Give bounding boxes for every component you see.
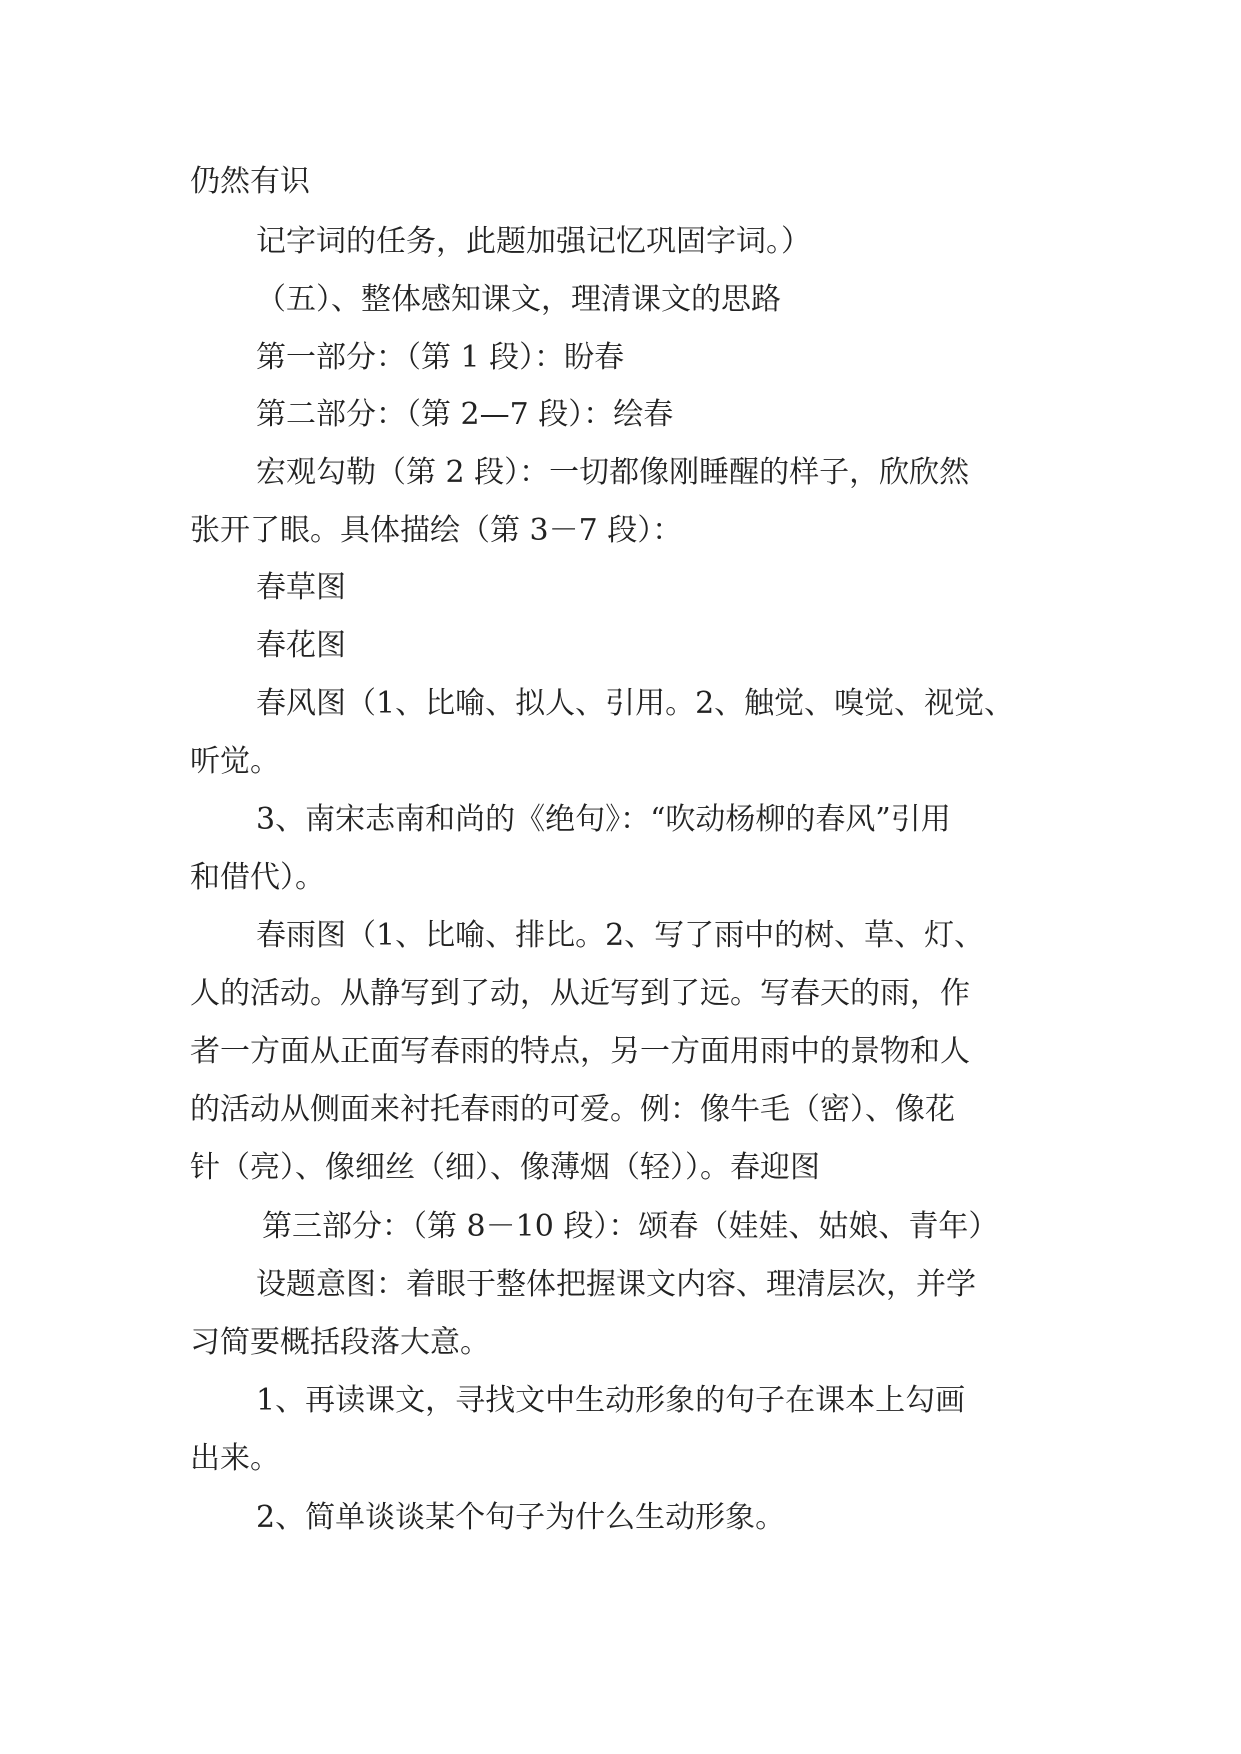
text-line: 的活动从侧面来衬托春雨的可爱。例：像牛毛（密）、像花: [190, 1092, 955, 1127]
text-line: 针（亮）、像细丝（细）、像薄烟（轻））。春迎图: [190, 1150, 820, 1185]
text-line: 2、简单谈谈某个句子为什么生动形象。: [256, 1500, 786, 1535]
text-line: 1、再读课文，寻找文中生动形象的句子在课本上勾画: [256, 1383, 966, 1418]
text-line: 出来。: [190, 1441, 280, 1476]
text-line: 者一方面从正面写春雨的特点，另一方面用雨中的景物和人: [190, 1034, 970, 1069]
text-line: 春花图: [256, 628, 346, 663]
text-line: 记字词的任务，此题加强记忆巩固字词。）: [256, 224, 811, 259]
text-line: 春草图: [256, 570, 346, 605]
text-line: 春雨图（1、比喻、排比。2、写了雨中的树、草、灯、: [256, 918, 985, 953]
text-line: 仍然有识: [190, 164, 310, 199]
text-line: 春风图（1、比喻、拟人、引用。2、触觉、嗅觉、视觉、: [256, 686, 1015, 721]
text-line: 张开了眼。具体描绘（第 3－7 段）：: [190, 513, 683, 548]
text-line: 宏观勾勒（第 2 段）：一切都像刚睡醒的样子，欣欣然: [256, 455, 970, 490]
text-line: 习简要概括段落大意。: [190, 1325, 490, 1360]
text-line: 第二部分：（第 2—7 段）：绘春: [256, 397, 674, 432]
text-line: 和借代）。: [190, 860, 325, 895]
text-line: 人的活动。从静写到了动，从近写到了远。写春天的雨，作: [190, 976, 970, 1011]
text-line: 听觉。: [190, 744, 280, 779]
text-line: 第一部分：（第 1 段）：盼春: [256, 340, 625, 375]
text-line: 3、南宋志南和尚的《绝句》：“吹动杨柳的春风”引用: [256, 802, 951, 837]
text-line: 设题意图：着眼于整体把握课文内容、理清层次，并学: [256, 1267, 976, 1302]
section-heading: （五）、整体感知课文，理清课文的思路: [256, 282, 781, 317]
text-line: 第三部分：（第 8－10 段）：颂春（娃娃、姑娘、青年）: [262, 1209, 999, 1244]
